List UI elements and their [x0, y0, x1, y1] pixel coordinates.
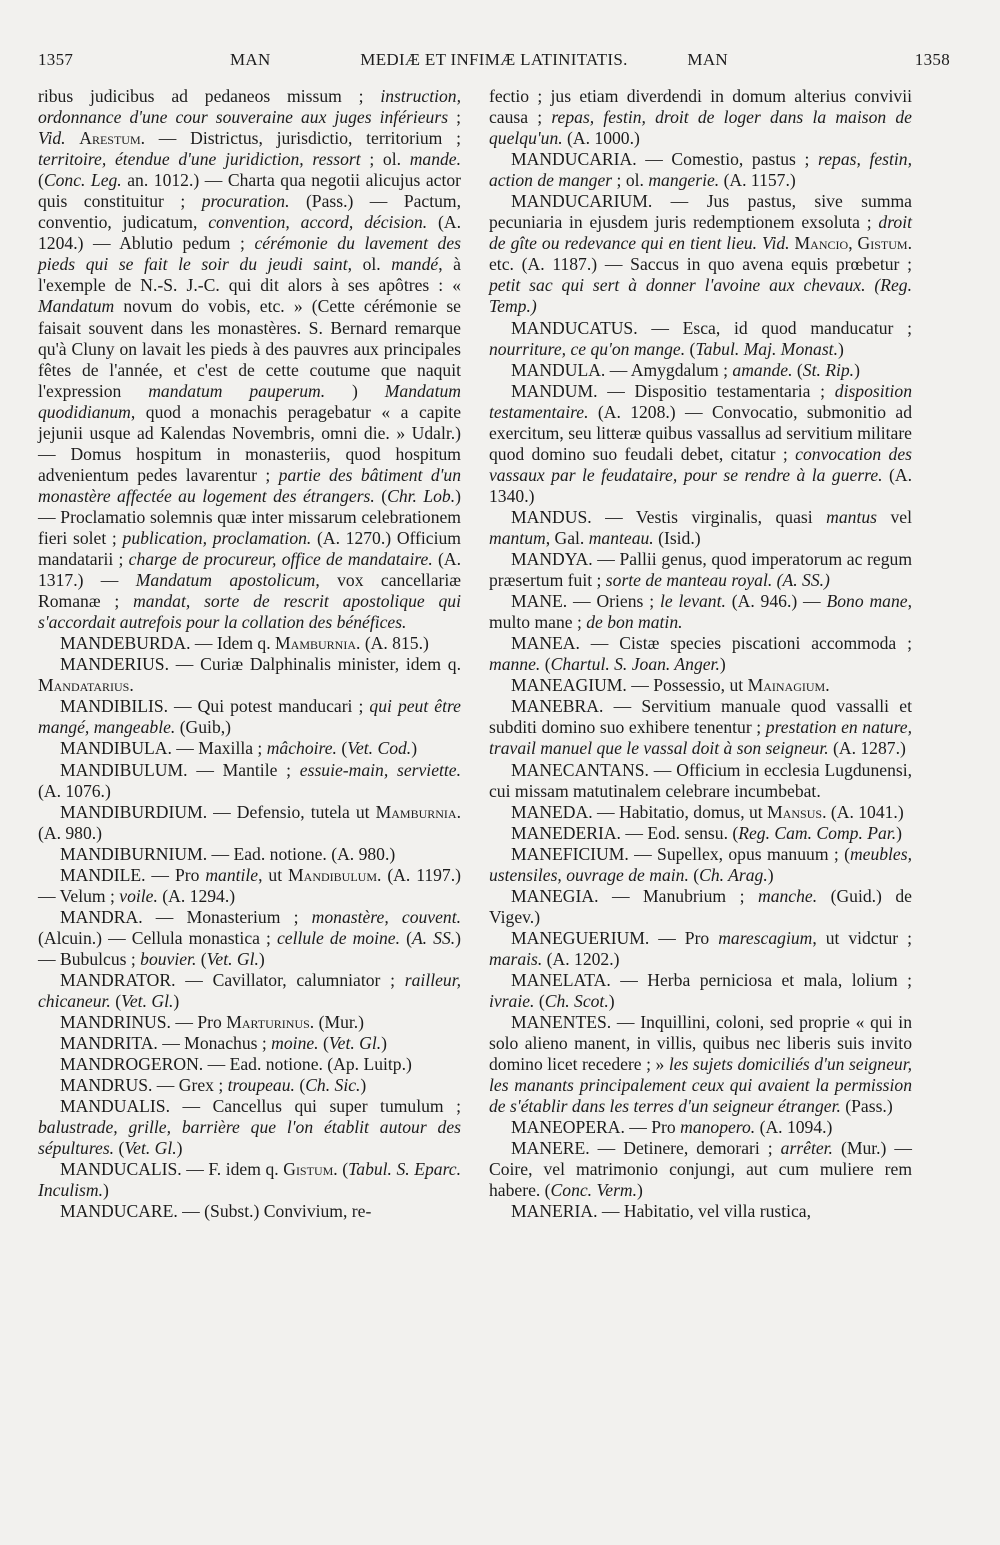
dictionary-entry: MANEOPERA. — Pro manopero. (A. 1094.): [511, 1117, 833, 1138]
dictionary-entry: MANDIBULUM. — Mantile ; essuie-main, serviette. (A. 1076.): [38, 759, 461, 801]
dictionary-entry: MANEAGIUM. — Possessio, ut Mainagium.: [511, 675, 830, 696]
dictionary-entry: MANE. — Oriens ; le levant. (A. 946.) — Bono mane, multo mane ; de bon matin.: [489, 591, 912, 633]
dictionary-entry: MANERIA. — Habitatio, vel villa rustica,: [511, 1201, 812, 1222]
dictionary-entry: MANEA. — Cistæ species piscationi accommoda ; manne. (Chartul. S. Joan. Anger.): [489, 633, 912, 675]
running-head-left: MAN: [230, 50, 271, 69]
dictionary-entry: MANDIBURDIUM. — Defensio, tutela ut Mamburnia. (A. 980.): [38, 801, 461, 843]
dictionary-entry: MANDRATOR. — Cavillator, calumniator ; railleur, chicaneur. (Vet. Gl.): [38, 969, 461, 1012]
dictionary-entry: MANDUCATUS. — Esca, id quod manducatur ; nourriture, ce qu'on mange. (Tabul. Maj. Monast.): [489, 317, 912, 359]
dictionary-entry: MANEFICIUM. — Supellex, opus manuum ; (meubles, ustensiles, ouvrage de main. (Ch. Arag.): [489, 843, 912, 885]
dictionary-entry: MANDIBILIS. — Qui potest manducari ; qui peut être mangé, mangeable. (Guib,): [38, 696, 461, 738]
dictionary-entry: MANDYA. — Pallii genus, quod imperatorum ac regum præsertum fuit ; sorte de manteau royal. (A. SS.): [489, 549, 912, 591]
dictionary-entry: MANDUM. — Dispositio testamentaria ; disposition testamentaire. (A. 1208.) — Convocatio, submonitio ad exercitum, seu litteræ quibus vassallus ad servitium militare quod domino suo feudali debet, citatur ; convocation des vassaux par le feudataire, pour se rendre à la guerre. (A. 1340.): [489, 380, 912, 506]
dictionary-entry: MANERE. — Detinere, demorari ; arrêter. (Mur.) — Coire, vel matrimonio conjungi, aut cum muliere rem habere. (Conc. Verm.): [489, 1138, 912, 1201]
dictionary-entry: MANENTES. — Inquillini, coloni, sed proprie « qui in solo alieno manent, in villis, quibus nec liberis suis invito domino licet recedere ; » les sujets domiciliés d'un seigneur, les manants principalement ceux qui avaient la permission de s'établir dans les terres d'un seigneur étranger. (Pass.): [489, 1012, 912, 1117]
dictionary-entry: MANDULA. — Amygdalum ; amande. (St. Rip.): [511, 359, 860, 380]
page-number-right: 1358: [914, 50, 950, 69]
dictionary-entry: MANEDA. — Habitatio, domus, ut Mansus. (A. 1041.): [511, 801, 904, 822]
dictionary-entry: MANDUCARIA. — Comestio, pastus ; repas, festin, action de manger ; ol. mangerie. (A. 1157.): [489, 149, 912, 191]
dictionary-entry: MANEGUERIUM. — Pro marescagium, ut vidctur ; marais. (A. 1202.): [489, 927, 912, 969]
entry-continuation: fectio ; jus etiam diverdendi in domum alterius convivii causa ; repas, festin, droit de loger dans la maison de quelqu'un. (A. 1000.): [489, 86, 912, 149]
dictionary-entry: MANDUCALIS. — F. idem q. Gistum. (Tabul. S. Eparc. Inculism.): [38, 1159, 462, 1201]
dictionary-entry: MANDIBULA. — Maxilla ; mâchoire. (Vet. Cod.): [60, 738, 418, 759]
dictionary-entry: MANDUCARE. — (Subst.) Convivium, re-: [60, 1201, 372, 1222]
dictionary-entry: MANDUS. — Vestis virginalis, quasi mantus vel mantum, Gal. manteau. (Isid.): [489, 506, 912, 548]
dictionary-entry: MANDRUS. — Grex ; troupeau. (Ch. Sic.): [60, 1075, 367, 1096]
dictionary-entry: MANEGIA. — Manubrium ; manche. (Guid.) de Vigev.): [489, 885, 912, 927]
running-head-right: MAN: [687, 50, 728, 69]
dictionary-entry: MANEBRA. — Servitium manuale quod vassalli et subditi domino suo exhibere tenentur ; prestation en nature, travail manuel que le vassal doit à son seigneur. (A. 1287.): [489, 696, 912, 759]
dictionary-entry: MANEDERIA. — Eod. sensu. (Reg. Cam. Comp. Par.): [511, 822, 902, 843]
dictionary-entry: MANECANTANS. — Officium in ecclesia Lugdunensi, cui missam matutinalem celebrare incumbebat.: [489, 759, 912, 801]
page-header: [38, 50, 950, 76]
dictionary-entry: MANDEBURDA. — Idem q. Mamburnia. (A. 815.): [60, 633, 429, 654]
dictionary-entry: MANDUALIS. — Cancellus qui super tumulum ; balustrade, grille, barrière que l'on établit autour des sépultures. (Vet. Gl.): [38, 1096, 461, 1159]
left-column: [38, 86, 461, 1223]
dictionary-entry: MANDROGERON. — Ead. notione. (Ap. Luitp.): [60, 1054, 412, 1075]
entry-continuation: ribus judicibus ad pedaneos missum ; instruction, ordonnance d'une cour souveraine aux juges inférieurs ; Vid. Arestum. — Districtus, jurisdictio, territorium ; territoire, étendue d'une juridiction, ressort ; ol. mande. (Conc. Leg. an. 1012.) — Charta qua negotii alicujus actor quis constituitur ; procuration. (Pass.) — Pactum, conventio, judicatum, convention, accord, décision. (A. 1204.) — Ablutio pedum ; cérémonie du lavement des pieds qui se fait le soir du jeudi saint, ol. mandé, à l'exemple de N.-S. J.-C. qui dit alors à ses apôtres : « Mandatum novum do vobis, etc. » (Cette cérémonie se faisait souvent dans les monastères. S. Bernard remarque qu'à Cluny on lavait les pieds à des pauvres aux principales fêtes de l'année, et c'est de cette coutume que naquit l'expression mandatum pauperum. ) Mandatum quodidianum, quod a monachis peragebatur « a capite jejunii usque ad Kalendas Novembris, omni die. » Udalr.) — Domus hospitum in monasteriis, quod hospitum advenientum pedes lavarentur ; partie des bâtiment d'un monastère affectée au logement des étrangers. (Chr. Lob.) — Proclamatio solemnis quæ inter missarum celebrationem fieri solet ; publication, proclamation. (A. 1270.) Officium mandatarii ; charge de procureur, office de mandataire. (A. 1317.) — Mandatum apostolicum, vox cancellariæ Romanæ ; mandat, sorte de rescrit apostolique qui s'accordait autrefois pour la collation des bénéfices.: [38, 86, 462, 633]
dictionary-entry: MANDILE. — Pro mantile, ut Mandibulum. (A. 1197.) — Velum ; voile. (A. 1294.): [38, 864, 461, 906]
running-title: MEDIÆ ET INFIMÆ LATINITATIS.: [360, 50, 628, 69]
dictionary-entry: MANDRITA. — Monachus ; moine. (Vet. Gl.): [60, 1033, 387, 1054]
dictionary-entry: MANDUCARIUM. — Jus pastus, sive summa pecuniaria in ejusdem juris redemptionem exsoluta ; droit de gîte ou redevance qui en tient lieu. Vid. Mancio, Gistum. etc. (A. 1187.) — Saccus in quo avena equis prœbetur ; petit sac qui sert à donner l'avoine aux chevaux. (Reg. Temp.): [489, 191, 912, 317]
page-number-left: 1357: [38, 50, 74, 69]
dictionary-entry: MANDRA. — Monasterium ; monastère, couvent. (Alcuin.) — Cellula monastica ; cellule de moine. (A. SS.) — Bubulcus ; bouvier. (Vet. Gl.): [38, 906, 462, 969]
dictionary-entry: MANDRINUS. — Pro Marturinus. (Mur.): [60, 1012, 365, 1033]
dictionary-entry: MANDERIUS. — Curiæ Dalphinalis minister, idem q. Mandatarius.: [38, 654, 461, 696]
dictionary-entry: MANELATA. — Herba perniciosa et mala, lolium ; ivraie. (Ch. Scot.): [489, 969, 912, 1012]
dictionary-entry: MANDIBURNIUM. — Ead. notione. (A. 980.): [60, 843, 396, 864]
right-column: [489, 86, 912, 1223]
